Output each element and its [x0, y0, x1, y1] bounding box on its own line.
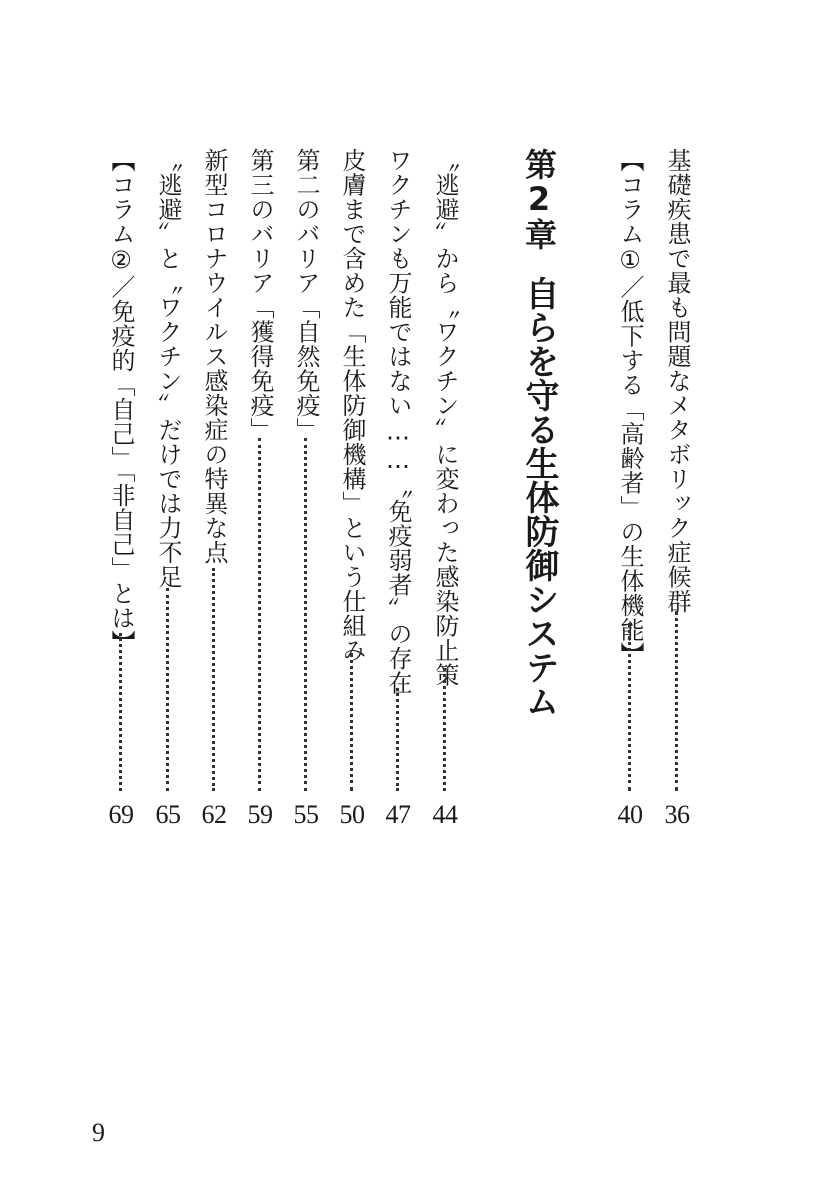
toc-entry-title: 第三のバリア「獲得免疫」 — [246, 148, 274, 442]
toc-entry-page: 50 — [339, 800, 365, 829]
toc-entry-title: 〝逃避〟と〝ワクチン〟だけでは力不足 — [154, 148, 182, 589]
chapter-heading — [515, 148, 563, 718]
toc-entry[interactable] — [243, 148, 277, 838]
toc-entry-title: ワクチンも万能ではない……〝免疫弱者〟の存在 — [384, 148, 412, 695]
dot-leader — [350, 653, 353, 791]
toc-entry[interactable] — [151, 148, 185, 838]
toc-entry[interactable] — [381, 148, 415, 838]
toc-entry-title: 第二のバリア「自然免疫」 — [292, 148, 320, 442]
toc-entry-page: 40 — [617, 800, 643, 829]
toc-entry-title: 基礎疾患で最も問題なメタボリック症候群 — [663, 148, 691, 614]
chapter-number: 第2章 — [520, 148, 558, 250]
toc-entry[interactable] — [660, 148, 694, 838]
dot-leader — [166, 588, 169, 791]
toc-entry[interactable] — [428, 148, 462, 838]
dot-leader — [628, 623, 631, 791]
toc-entry-page: 69 — [108, 800, 134, 829]
dot-leader — [304, 438, 307, 791]
toc-entry[interactable] — [335, 148, 369, 838]
toc-entry-title: 【コラム①／低下する「高齢者」の生体機能】 — [616, 148, 644, 667]
toc-entry-page: 47 — [385, 800, 411, 829]
chapter-title: 自らを守る生体防御システム — [519, 276, 559, 718]
toc-entry-title: 新型コロナウイルス感染症の特異な点 — [200, 148, 228, 565]
page-number: 9 — [92, 1118, 105, 1147]
toc-entry-title: 【コラム②／免疫的「自己」「非自己」とは】 — [107, 148, 135, 655]
dot-leader — [443, 668, 446, 791]
dot-leader — [258, 438, 261, 791]
dot-leader — [396, 688, 399, 791]
toc-entry-page: 65 — [155, 800, 181, 829]
toc-entry-page: 62 — [201, 800, 227, 829]
dot-leader — [212, 568, 215, 791]
toc-entry-title: 皮膚まで含めた「生体防御機構」という仕組み — [338, 148, 366, 663]
toc-entry-title: 〝逃避〟から〝ワクチン〟に変わった感染防止策 — [431, 148, 459, 687]
dot-leader — [675, 611, 678, 791]
toc-entry[interactable] — [197, 148, 231, 838]
toc-entry-page: 36 — [664, 800, 690, 829]
toc-entry-page: 59 — [247, 800, 273, 829]
toc-entry-page: 55 — [293, 800, 319, 829]
toc-entry[interactable] — [104, 148, 138, 838]
toc-entry-page: 44 — [432, 800, 458, 829]
toc-entry[interactable] — [289, 148, 323, 838]
toc-entry[interactable] — [613, 148, 647, 838]
dot-leader — [119, 633, 122, 791]
